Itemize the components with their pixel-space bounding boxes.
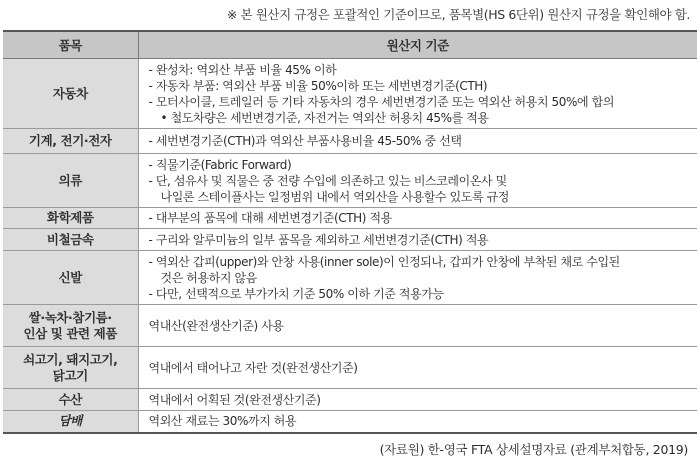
criteria-line: - 대부분의 품목에 대해 세번변경기준(CTH) 적용 <box>148 211 392 225</box>
criteria-line: - 직물기준(Fabric Forward) <box>148 157 292 172</box>
criteria-line: 역내산(완전생산기준) 사용 <box>148 318 284 333</box>
criteria-line: - 구리와 알루미늄의 일부 품목을 제외하고 세번변경기준(CTH) 적용 <box>148 232 489 247</box>
criteria-line: - 세번변경기준(CTH)과 역외산 부품사용비율 45-50% 중 선택 <box>148 134 462 148</box>
criteria-cell <box>138 59 697 129</box>
criteria-cell <box>138 129 697 154</box>
table-row <box>3 347 697 389</box>
footnote-note: ※ 본 원산지 규정은 포괄적인 기준이므로, 품목별(HS 6단위) 원산지 규정을 확인해야 함. <box>226 7 690 22</box>
table-row <box>3 389 697 411</box>
criteria-line: 나일론 스테이플사는 일정범위 내에서 역외산을 사용할수 있도록 규정 <box>160 189 509 204</box>
category-cell: 비철금속 <box>3 229 138 251</box>
category-cell: 기계, 전기·전자 <box>3 129 138 154</box>
table-row <box>3 251 697 305</box>
criteria-cell <box>138 347 697 389</box>
table-row <box>3 59 697 129</box>
criteria-cell <box>138 229 697 251</box>
category-cell: 신발 <box>3 251 138 305</box>
table-row <box>3 229 697 251</box>
criteria-cell <box>138 305 697 347</box>
criteria-line: 역외산 재료는 30%까지 허용 <box>148 414 297 429</box>
category-cell: 쌀·녹차·참기름· 인삼 및 관련 제품 <box>3 305 138 347</box>
criteria-line: • 철도차량은 세번변경기준, 자전거는 역외산 허용치 45%를 적용 <box>160 110 489 125</box>
table-row <box>3 208 697 229</box>
criteria-line: - 완성차: 역외산 부품 비율 45% 이하 <box>148 62 337 77</box>
category-cell: 화학제품 <box>3 208 138 229</box>
table-row <box>3 411 697 433</box>
category-cell: 의류 <box>3 154 138 208</box>
criteria-line: - 단, 섬유사 및 직물은 중 전량 수입에 의존하고 있는 비스코레이온사 및 <box>148 173 507 188</box>
rules-of-origin-table <box>3 30 697 434</box>
table-header-row <box>3 31 697 59</box>
criteria-line: 역내에서 태어나고 자란 것(완전생산기준) <box>148 360 358 375</box>
category-cell: 수산 <box>3 389 138 411</box>
criteria-cell <box>138 154 697 208</box>
criteria-cell <box>138 411 697 433</box>
category-cell: 쇠고기, 돼지고기, 닭고기 <box>3 347 138 389</box>
category-cell: 담배 <box>3 411 138 433</box>
criteria-cell <box>138 251 697 305</box>
table-row <box>3 154 697 208</box>
header-item: 품목 <box>3 31 138 59</box>
table-row <box>3 305 697 347</box>
criteria-line: 것은 허용하지 않음 <box>160 270 257 285</box>
category-cell: 자동차 <box>3 59 138 129</box>
source-citation: (자료원) 한-영국 FTA 상세설명자료 (관계부처합동, 2019) <box>379 442 688 457</box>
criteria-line: - 다만, 선택적으로 부가가치 기준 50% 이하 기준 적용가능 <box>148 286 444 301</box>
table-body <box>3 59 697 433</box>
table-row <box>3 129 697 154</box>
criteria-cell <box>138 208 697 229</box>
criteria-line: - 모터사이클, 트레일러 등 기타 자동차의 경우 세번변경기준 또는 역외산 허용치 50%에 합의 <box>148 94 615 109</box>
criteria-line: 역내에서 어획된 것(완전생산기준) <box>148 392 321 407</box>
criteria-cell <box>138 389 697 411</box>
criteria-line: - 역외산 갑피(upper)와 안창 사용(inner sole)이 인정되나, 갑피가 안창에 부착된 채로 수입된 <box>148 254 620 269</box>
criteria-line: - 자동차 부품: 역외산 부품 비율 50%이하 또는 세번변경기준(CTH) <box>148 78 488 93</box>
header-criteria: 원산지 기준 <box>138 31 697 59</box>
